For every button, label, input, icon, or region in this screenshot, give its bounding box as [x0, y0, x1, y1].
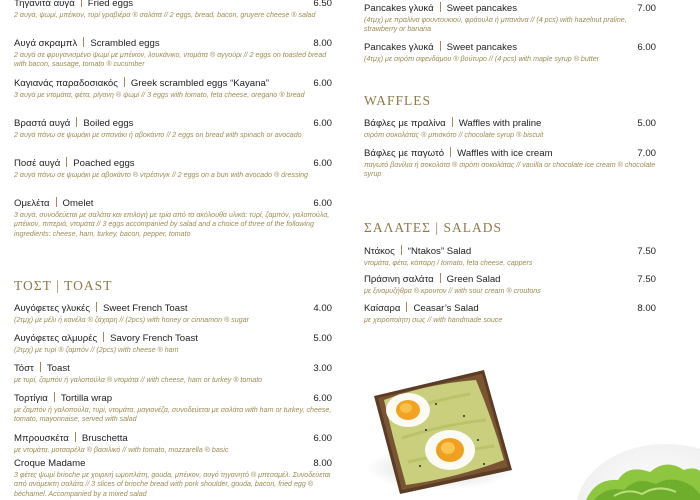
- item-price: 7.50: [637, 274, 656, 285]
- menu-item-tortilla-wrap: [14, 391, 332, 425]
- item-description: (2τμχ) με τυρί ® ζαμπόν // (2pcs) with cheese ® ham: [14, 346, 179, 354]
- menu-item-toast: [14, 361, 332, 385]
- menu-item-sweet-pancakes-maple: [364, 40, 656, 64]
- item-name-en: Sweet French Toast: [102, 303, 188, 314]
- menu-item-sweet-french-toast: [14, 301, 332, 325]
- item-price: 6.00: [313, 198, 332, 209]
- item-price: 7.00: [637, 3, 656, 14]
- item-name-gr: Τηγανιτά αυγά: [14, 0, 75, 9]
- divider: [54, 392, 55, 402]
- item-description: σιρόπι σοκολάτας ® μπισκότο // chocolate syrup ® biscuit: [364, 131, 544, 139]
- divider: [401, 245, 402, 255]
- item-name-en: Green Salad: [446, 274, 501, 285]
- item-name-en: Tortilla wrap: [60, 393, 113, 404]
- item-description: με ξινομυζήθρα ® κρουτον // with sour cream ® croutons: [364, 287, 541, 295]
- item-name-en: Waffles with ice cream: [457, 148, 553, 159]
- item-name-en: Sweet pancakes: [446, 3, 518, 14]
- item-price: 4.00: [313, 303, 332, 314]
- divider: [56, 197, 57, 207]
- item-name-en: Greek scrambled eggs “Kayana”: [130, 78, 269, 89]
- item-name-en: Fried eggs: [87, 0, 134, 9]
- item-name-en: Sweet pancakes: [446, 42, 518, 53]
- item-name-gr: Μπρουσκέτα: [14, 433, 69, 444]
- divider: [96, 302, 97, 312]
- item-name-gr: Αυγά σκραμπλ: [14, 38, 78, 49]
- item-description: (2τμχ) με μέλι ή κανέλα ® ζάχαρη // (2pcs) with honey or cinnamon ® sugar: [14, 316, 249, 324]
- menu-item-caesar-salad: [364, 301, 656, 325]
- item-name-gr: Καίσαρα: [364, 303, 401, 314]
- divider: [124, 77, 125, 87]
- item-price: 7.50: [637, 246, 656, 257]
- divider: [406, 302, 407, 312]
- menu-item-boiled-eggs: [14, 116, 332, 140]
- divider: [440, 41, 441, 51]
- menu-item-croque-madame: [14, 458, 332, 499]
- item-name-gr: Πράσινη σαλάτα: [364, 274, 434, 285]
- item-price: 8.00: [313, 458, 332, 469]
- item-description: (4τμχ) με σιρόπι σφενδάμου ® βούτυρο // (4 pcs) with maple syrup ® butter: [364, 55, 600, 63]
- avocado-toast-image: [366, 360, 700, 500]
- menu-item-scrambled-eggs: [14, 36, 332, 70]
- item-price: 6.00: [313, 118, 332, 129]
- divider: [76, 117, 77, 127]
- item-description: 2 αυγά σε φρυγανισμένο ψωμί με μπέικον, λουκάνικο, ντομάτα ® αγγούρι // 2 eggs on toasted bread with bacon, sausage, tomato ® cucumber: [14, 51, 327, 69]
- item-description: 3 αυγά με ντομάτα, φέτα, ρίγανη ® ψωμί // 3 eggs with tomato, feta cheese, oregano ® bread: [14, 91, 305, 99]
- item-name-en: “Ntakos” Salad: [407, 246, 472, 257]
- item-name-gr: Τορτίγια: [14, 393, 48, 404]
- item-description: 3 αυγά, συνοδεύεται με σαλάτα και επιλογή με τρία από τα ακόλουθα υλικά: τυρί, ζαμπόν, γαλοπούλα, μπέικον, πιπεριά, ντομάτα // 3 eggs accompanied by salad and a choice of three of the following ingredients: cheese, ham, turkey, bacon, pepper, tomato: [14, 211, 330, 238]
- menu-item-omelet: [14, 196, 332, 239]
- item-price: 6.50: [313, 0, 332, 9]
- item-price: 6.00: [637, 42, 656, 53]
- section-title-waffles: WAFFLES: [364, 93, 432, 108]
- item-description: με ζαμπόν ή γαλοπούλα, τυρί, ντομάτα, μαγιονέζα, συνοδεύεται με σαλάτα with ham or turkey, cheese, tomato, mayonnaise, served with salad: [14, 406, 332, 424]
- item-name-gr: Ποσέ αυγά: [14, 158, 61, 169]
- item-name-en: Toast: [46, 363, 70, 374]
- menu-item-bruschetta: [14, 431, 332, 455]
- item-name-en: Savory French Toast: [110, 333, 198, 344]
- item-description: με χειροποίητη σως // with handmade souce: [364, 316, 503, 324]
- menu-item-fried-eggs: [14, 0, 332, 20]
- item-name-en: Bruschetta: [81, 433, 128, 444]
- item-name-en: Scrambled eggs: [90, 38, 160, 49]
- divider: [75, 432, 76, 442]
- divider: [452, 117, 453, 127]
- item-price: 3.00: [313, 363, 332, 374]
- item-name-gr: Ντάκος: [364, 246, 395, 257]
- menu-item-ntakos-salad: [364, 244, 656, 268]
- item-name-en: Boiled eggs: [83, 118, 134, 129]
- item-description: 2 αυγά, ψωμί, μπέικον, τυρί γραβιέρα ® σαλάτα // 2 eggs, bread, bacon, gruyere cheese ® salad: [14, 11, 316, 19]
- item-name-gr: Βάφλες με πραλίνα: [364, 118, 446, 129]
- item-price: 7.00: [637, 148, 656, 159]
- item-price: 8.00: [637, 303, 656, 314]
- item-description: με ντομάτα, μοτσαρέλα ® βασιλικό // with tomato, mozzarella ® basic: [14, 446, 229, 454]
- item-description: παγωτό βανίλια ή σοκολάτα ® σιρόπι σοκολάτας // vanilla or chocolate ice cream ® chocolate syrup: [364, 161, 656, 179]
- divider: [450, 147, 451, 157]
- item-name-en: Omelet: [62, 198, 94, 209]
- item-price: 6.00: [313, 433, 332, 444]
- item-name-en: Ceasar’s Salad: [413, 303, 479, 314]
- item-name-gr: Τόστ: [14, 363, 34, 374]
- menu-item-waffles-praline: [364, 116, 656, 140]
- item-description: με τυρί, ζαμπόν ή γαλοπούλα ® ντομάτα // with cheese, ham or turkey ® tomato: [14, 376, 263, 384]
- item-name-gr: Βραστά αυγά: [14, 118, 71, 129]
- divider: [83, 37, 84, 47]
- item-name-en: Waffles with praline: [458, 118, 542, 129]
- item-description: 2 αυγά πάνω σε ψωμάκι με αβοκάντο ® ντρέσινγκ // 2 eggs on a bun with avocado ® dressing: [14, 171, 308, 179]
- section-title-salads: ΣΑΛΑΤΕΣ | SALADS: [364, 220, 502, 235]
- item-description: 3 φέτες ψωμί brioche με χοιρινή ωμοπλάτη, gouda, μπέικον, αυγό τηγανητό ® μπεσαμέλ. Συνοδεύεται από ανάμεικτη σαλάτα // 3 slices of brioche bread with pork shoulder, gouda, bacon, fried egg ® béchamel. Accompanied by a mixed salad: [14, 471, 331, 498]
- item-name-gr: Croque Madame: [14, 458, 86, 469]
- item-price: 6.00: [313, 158, 332, 169]
- item-description: 2 αυγά πάνω σε ψωμάκι με σπανάκι ή αβοκάντο // 2 eggs on bread with spinach or avocado: [14, 131, 302, 139]
- divider: [440, 273, 441, 283]
- menu-item-savory-french-toast: [14, 331, 332, 355]
- section-title-toast: ΤΟΣΤ | TOAST: [14, 278, 113, 293]
- divider: [103, 332, 104, 342]
- divider: [40, 362, 41, 372]
- divider: [81, 0, 82, 7]
- menu-item-sweet-pancakes-praline: [364, 1, 656, 35]
- item-price: 6.00: [313, 78, 332, 89]
- menu-item-kayana: [14, 76, 332, 100]
- menu-item-waffles-ice-cream: [364, 146, 656, 180]
- divider: [66, 157, 67, 167]
- item-price: 6.00: [313, 393, 332, 404]
- item-name-gr: Ομελέτα: [14, 198, 50, 209]
- menu-item-poached-eggs: [14, 156, 332, 180]
- item-description: (4τμχ) με πραλίνα φουντουκιού, φράουλα ή μπανάνα // (4 pcs) with hazelnut praline, strawberry or banana: [364, 16, 627, 34]
- item-name-gr: Pancakes γλυκά: [364, 3, 434, 14]
- item-name-en: Poached eggs: [73, 158, 135, 169]
- item-price: 8.00: [313, 38, 332, 49]
- item-name-gr: Βάφλες με παγωτό: [364, 148, 445, 159]
- item-name-gr: Αυγόφετες γλυκές: [14, 303, 90, 314]
- item-price: 5.00: [313, 333, 332, 344]
- item-name-gr: Pancakes γλυκά: [364, 42, 434, 53]
- item-name-gr: Αυγόφετες αλμυρές: [14, 333, 98, 344]
- menu-item-green-salad: [364, 272, 656, 296]
- divider: [440, 2, 441, 12]
- item-name-gr: Καγιανάς παραδοσιακός: [14, 78, 118, 89]
- item-price: 5.00: [637, 118, 656, 129]
- item-description: ντομάτα, φέτα, κάπαρη / tomato, feta cheese, cappers: [364, 259, 533, 267]
